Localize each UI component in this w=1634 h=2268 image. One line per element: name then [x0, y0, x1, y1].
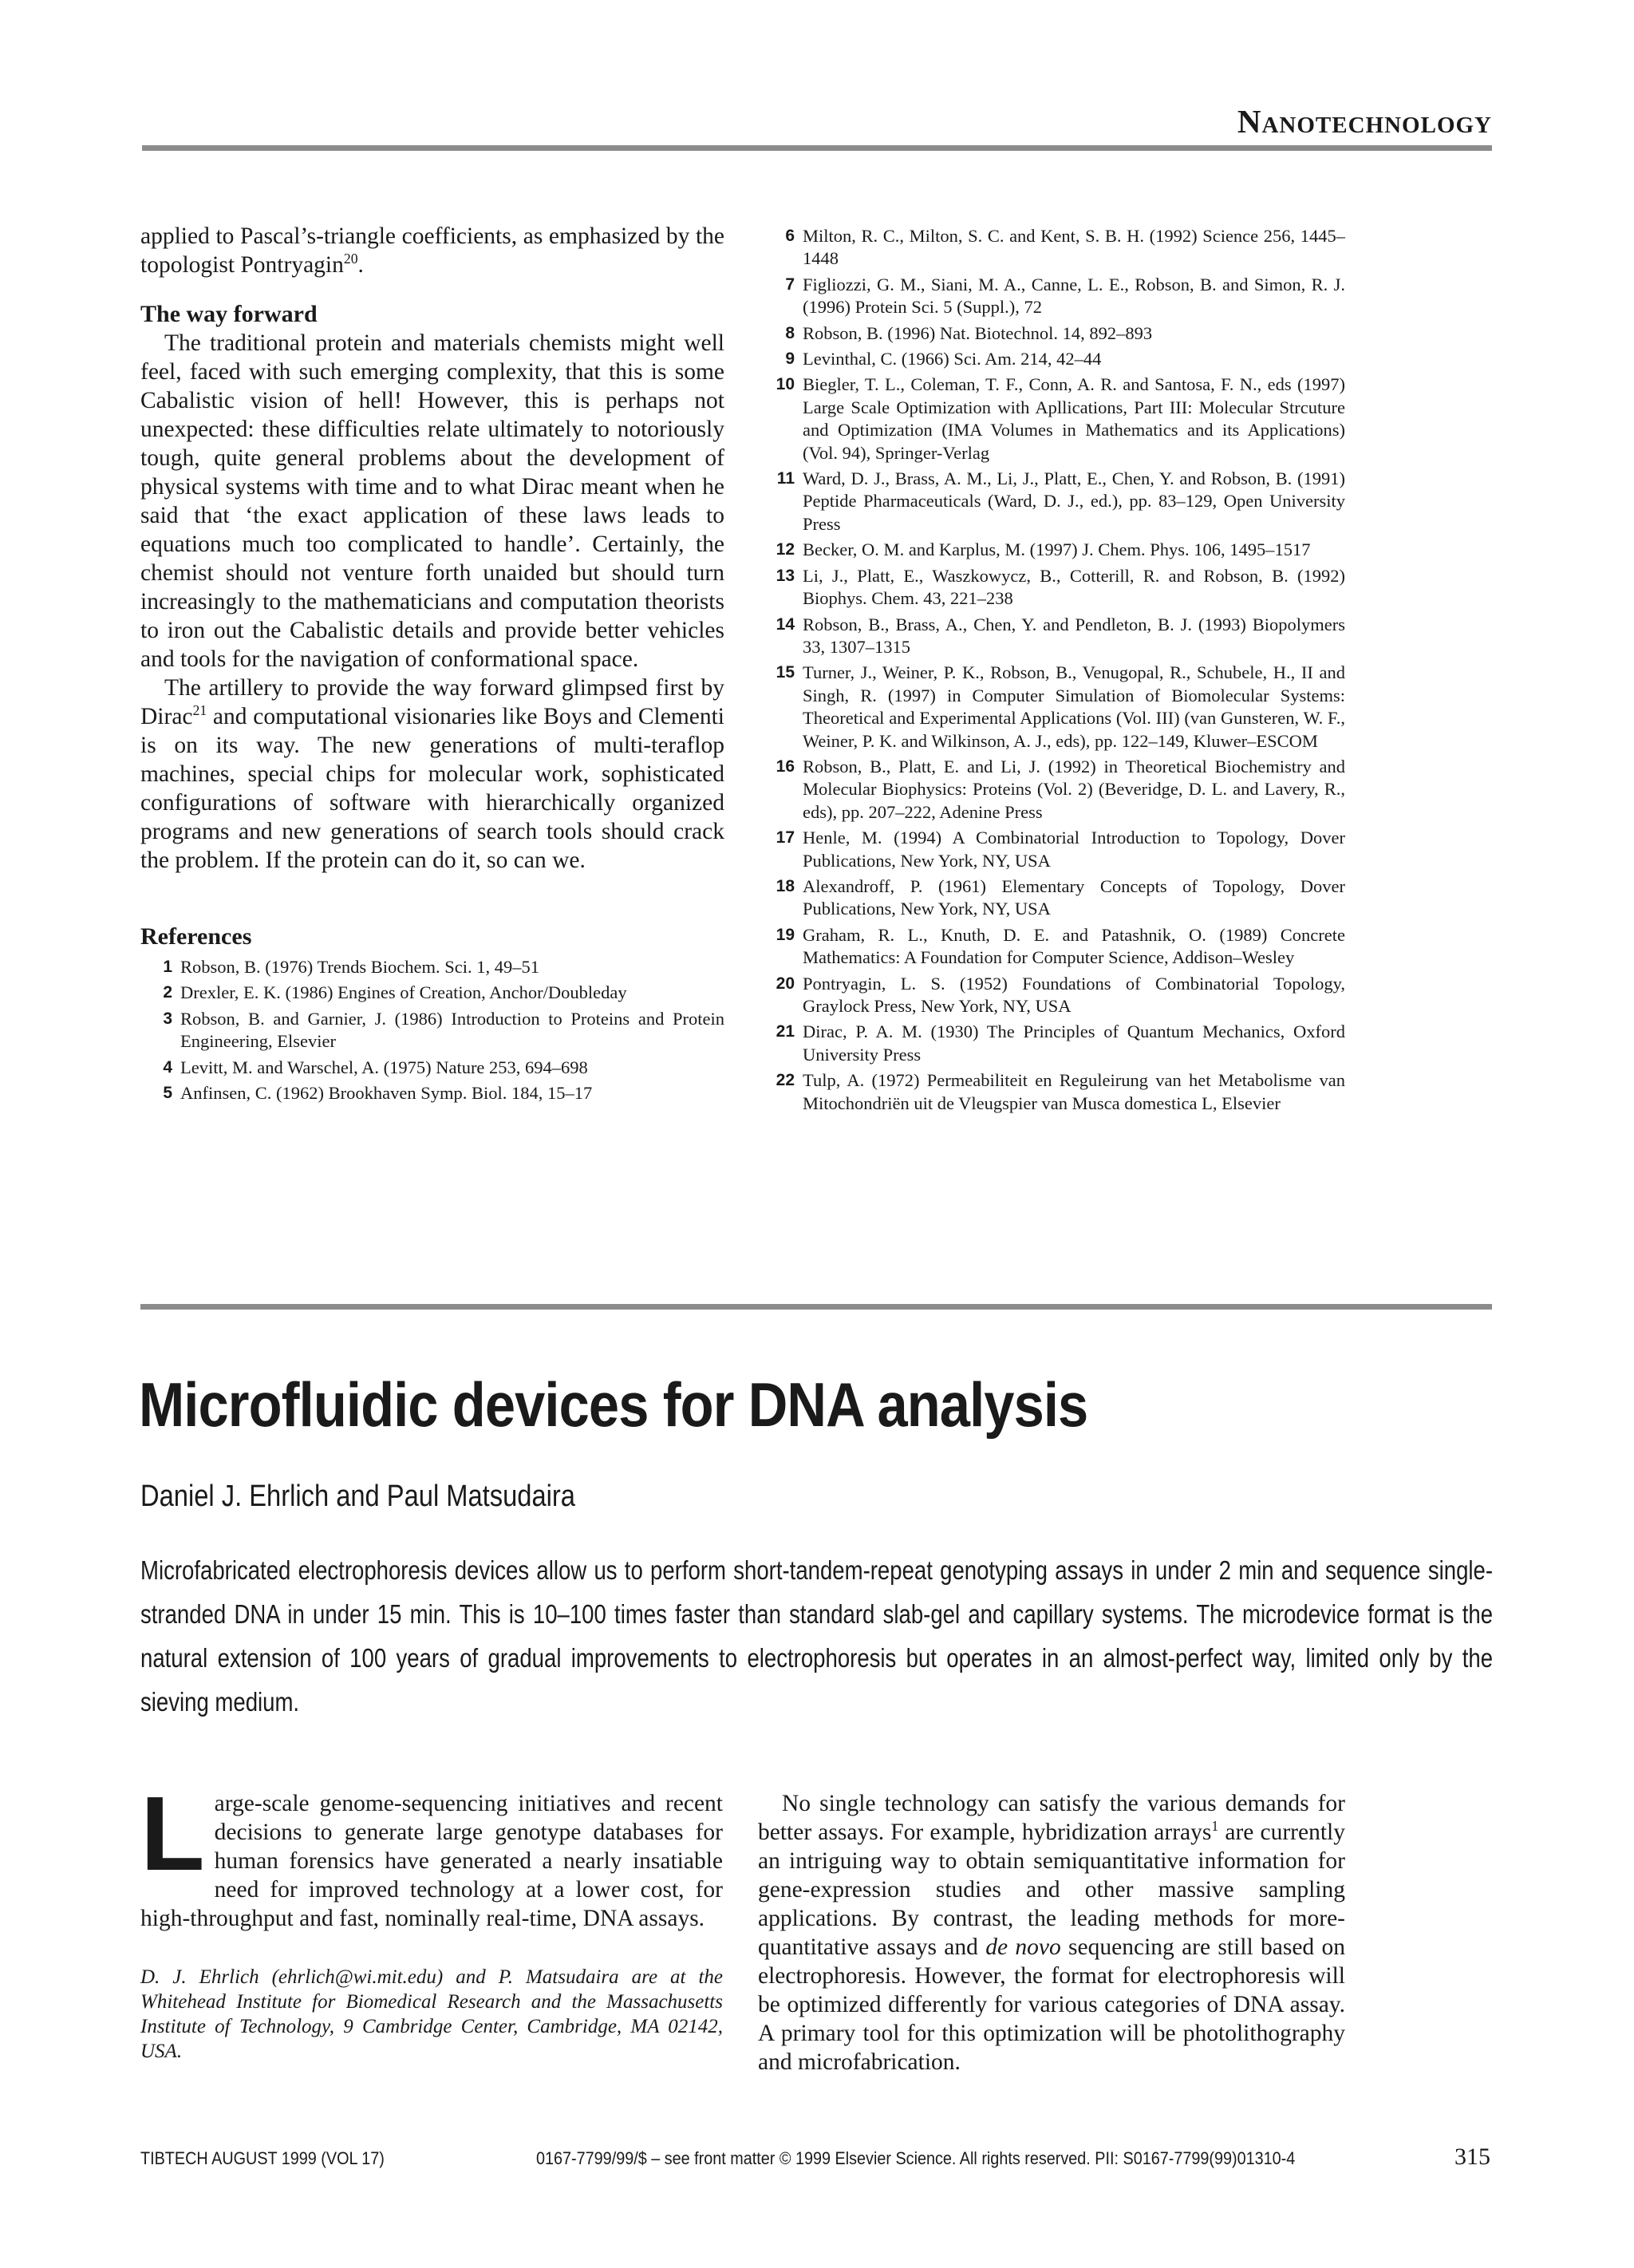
reference-item: [763, 973, 1345, 1018]
reference-number: 10: [776, 375, 795, 394]
reference-number: 20: [776, 974, 795, 993]
intro-paragraph: Large-scale genome-sequencing initiatives and recent decisions to generate large genotype databases for human forensics have generated a nearly insatiable need for improved technology at a lower cost, for high-throughput and fast, nominally real-time, DNA assays.: [140, 1775, 723, 1931]
intro-right-column: [758, 1789, 1345, 2076]
article-divider: [140, 1304, 1492, 1310]
reference-item: [763, 539, 1345, 561]
reference-number: 9: [785, 350, 795, 369]
references-heading: References: [140, 923, 252, 950]
reference-text: Turner, J., Weiner, P. K., Robson, B., Venugopal, R., Schubele, H., II and Singh, R. (1997) in Computer Simulation of Biomolecular Systems: Theoretical and Experimental Applications (Vol. III) (van Gunsteren, W. F., Weiner, P. K. and Wilkinson, A. J., eds), pp. 122–149, Kluwer–ESCOM: [803, 662, 1345, 751]
reference-text: Anfinsen, C. (1962) Brookhaven Symp. Biol. 184, 15–17: [180, 1083, 593, 1104]
reference-text: Tulp, A. (1972) Permeabiliteit en Reguleirung van het Metabolisme van Mitochondriën uit de Vleugspier van Musca domestica L, Elsevier: [803, 1070, 1345, 1113]
reference-number: 22: [776, 1071, 795, 1090]
reference-item: [763, 1069, 1345, 1115]
running-head: [142, 96, 1492, 151]
section-heading-way-forward: The way forward: [140, 301, 318, 327]
references-list-right: [763, 225, 1345, 1115]
reference-number: 16: [776, 757, 795, 776]
reference-item: [763, 225, 1345, 271]
reference-text: Li, J., Platt, E., Waszkowycz, B., Cotterill, R. and Robson, B. (1992) Biophys. Chem. 43, 221–238: [803, 565, 1345, 609]
reference-item: [140, 956, 724, 978]
page-number: 315: [1454, 2144, 1490, 2170]
reference-number: 18: [776, 876, 795, 895]
reference-text: Figliozzi, G. M., Siani, M. A., Canne, L. E., Robson, B. and Simon, R. J. (1996) Protein Sci. 5 (Suppl.), 72: [803, 274, 1345, 318]
journal-section-title: Nanotechnology: [1237, 103, 1492, 140]
reference-text: Milton, R. C., Milton, S. C. and Kent, S. B. H. (1992) Science 256, 1445–1448: [803, 226, 1345, 269]
reference-item: [140, 1082, 724, 1104]
reference-text: Robson, B., Platt, E. and Li, J. (1992) in Theoretical Biochemistry and Molecular Biophysics: Proteins (Vol. 2) (Beveridge, D. L. and Lavery, R., eds), pp. 207–222, Adenine Press: [803, 756, 1345, 822]
reference-text: Levinthal, C. (1966) Sci. Am. 214, 42–44: [803, 349, 1102, 369]
reference-text: Henle, M. (1994) A Combinatorial Introduction to Topology, Dover Publications, New York, NY, USA: [803, 828, 1345, 871]
reference-number: 17: [776, 828, 795, 848]
reference-text: Alexandroff, P. (1961) Elementary Concepts of Topology, Dover Publications, New York, NY, USA: [803, 875, 1345, 919]
continuation-paragraph: applied to Pascal’s-triangle coefficients, as emphasized by the topologist Pontryagin$^{20}$.: [140, 223, 724, 278]
reference-item: [763, 322, 1345, 345]
intro-paragraph-2: No single technology can satisfy the various demands for better assays. For example, hybridization arrays$^1$ are currently an intriguing way to obtain semiquantitative information for gene-expression studies and other massive sampling applications. By contrast, the leading methods for more-quantitative assays and de novo sequencing are still based on electrophoresis. However, the format for electrophoresis will be optimized differently for various categories of DNA assay. A primary tool for this optimization will be photolithography and microfabrication.: [758, 1791, 1346, 2075]
reference-item: [763, 756, 1345, 824]
reference-item: [763, 274, 1345, 319]
reference-number: 13: [776, 566, 795, 585]
reference-text: Biegler, T. L., Coleman, T. F., Conn, A. R. and Santosa, F. N., eds (1997) Large Scale Optimization with Apllications, Part III: Molecular Strcuture and Optimization (IMA Volumes in Mathematics and its Applications) (Vol. 94), Springer-Verlag: [803, 374, 1345, 463]
body-paragraph-2: The artillery to provide the way forward glimpsed first by Dirac$^{21}$ and computational visionaries like Boys and Clementi is on its way. The new generations of multi-teraflop machines, special chips for molecular work, sophisticated configurations of software with hierarchically organized programs and new generations of search tools should crack the problem. If the protein can do it, so can we.: [140, 675, 724, 873]
drop-cap: L: [140, 1775, 205, 1892]
reference-number: 2: [163, 983, 172, 1002]
reference-number: 15: [776, 663, 795, 682]
reference-number: 19: [776, 925, 795, 944]
reference-item: [763, 1021, 1345, 1066]
reference-item: [763, 468, 1345, 535]
article-authors: Daniel J. Ehrlich and Paul Matsudaira: [140, 1480, 575, 1513]
reference-number: 5: [163, 1084, 172, 1103]
reference-item: [763, 565, 1345, 610]
footer-copyright: 0167-7799/99/$ – see front matter © 1999 Elsevier Science. All rights reserved. PII: S0167-7799(99)01310-4: [536, 2148, 1296, 2168]
reference-number: 11: [776, 469, 795, 488]
reference-text: Robson, B. and Garnier, J. (1986) Introduction to Proteins and Protein Engineering, Elsevier: [180, 1008, 724, 1052]
references-list-left: [140, 956, 724, 1104]
reference-number: 12: [776, 540, 795, 559]
article-abstract: Microfabricated electrophoresis devices allow us to perform short-tandem-repeat genotyping assays in under 2 min and sequence single-stranded DNA in under 15 min. This is 10–100 times faster than standard slab-gel and capillary systems. The microdevice format is the natural extension of 100 years of gradual improvements to electrophoresis but operates in an almost-perfect way, limited only by the sieving medium.: [140, 1555, 1494, 1717]
reference-item: [763, 924, 1345, 970]
reference-item: [140, 1008, 724, 1053]
article-title: Microfluidic devices for DNA analysis: [139, 1369, 1088, 1440]
reference-number: 1: [163, 958, 172, 976]
reference-number: 8: [785, 323, 795, 342]
reference-item: [763, 348, 1345, 370]
reference-item: [763, 662, 1345, 753]
reference-text: Pontryagin, L. S. (1952) Foundations of Combinatorial Topology, Graylock Press, New York, NY, USA: [803, 973, 1345, 1016]
reference-text: Robson, B. (1976) Trends Biochem. Sci. 1, 49–51: [180, 957, 540, 977]
previous-article-left-column: [140, 222, 724, 1108]
reference-text: Dirac, P. A. M. (1930) The Principles of Quantum Mechanics, Oxford University Press: [803, 1021, 1345, 1065]
reference-text: Ward, D. J., Brass, A. M., Li, J., Platt, E., Chen, Y. and Robson, B. (1991) Peptide Pharmaceuticals (Ward, D. J., ed.), pp. 83–129, Open University Press: [803, 468, 1345, 534]
reference-number: 6: [785, 227, 795, 245]
body-paragraph-1: The traditional protein and materials chemists might well feel, faced with such emerging complexity, that this is some Cabalistic vision of hell! However, this is perhaps not unexpected: these difficulties relate ultimately to notoriously tough, quite general problems about the development of physical systems with time and to what Dirac meant when he said that ‘the exact application of these laws leads to equations much too complicated to handle’. Certainly, the chemist should not venture forth unaided but should turn increasingly to the mathematicians and computation theorists to iron out the Cabalistic details and provide better vehicles and tools for the navigation of conformational space.: [140, 330, 724, 672]
reference-text: Drexler, E. K. (1986) Engines of Creation, Anchor/Doubleday: [180, 982, 627, 1003]
reference-text: Levitt, M. and Warschel, A. (1975) Nature 253, 694–698: [180, 1057, 588, 1077]
reference-number: 4: [163, 1057, 172, 1077]
reference-text: Robson, B. (1996) Nat. Biotechnol. 14, 892–893: [803, 322, 1153, 343]
reference-text: Robson, B., Brass, A., Chen, Y. and Pendleton, B. J. (1993) Biopolymers 33, 1307–1315: [803, 614, 1345, 657]
reference-item: [763, 875, 1345, 921]
reference-item: [140, 982, 724, 1004]
reference-number: 7: [785, 275, 795, 294]
reference-item: [763, 827, 1345, 872]
reference-text: Graham, R. L., Knuth, D. E. and Patashnik, O. (1989) Concrete Mathematics: A Foundation for Computer Science, Addison–Wesley: [803, 924, 1345, 968]
reference-item: [763, 373, 1345, 464]
reference-number: 14: [776, 614, 795, 634]
reference-item: [763, 614, 1345, 659]
page-footer: [140, 2144, 1490, 2175]
previous-article-right-column: [763, 225, 1345, 1118]
reference-item: [140, 1057, 724, 1079]
footer-journal: TIBTECH AUGUST 1999 (VOL 17): [140, 2148, 385, 2168]
reference-number: 21: [776, 1022, 795, 1041]
intro-left-column: [140, 1775, 723, 2064]
reference-number: 3: [163, 1009, 172, 1028]
author-affiliation: D. J. Ehrlich (ehrlich@wi.mit.edu) and P. Matsudaira are at the Whitehead Institute for Biomedical Research and the Massachusetts Institute of Technology, 9 Cambridge Center, Cambridge, MA 02142, USA.: [140, 1966, 723, 2062]
reference-text: Becker, O. M. and Karplus, M. (1997) J. Chem. Phys. 106, 1495–1517: [803, 539, 1311, 560]
